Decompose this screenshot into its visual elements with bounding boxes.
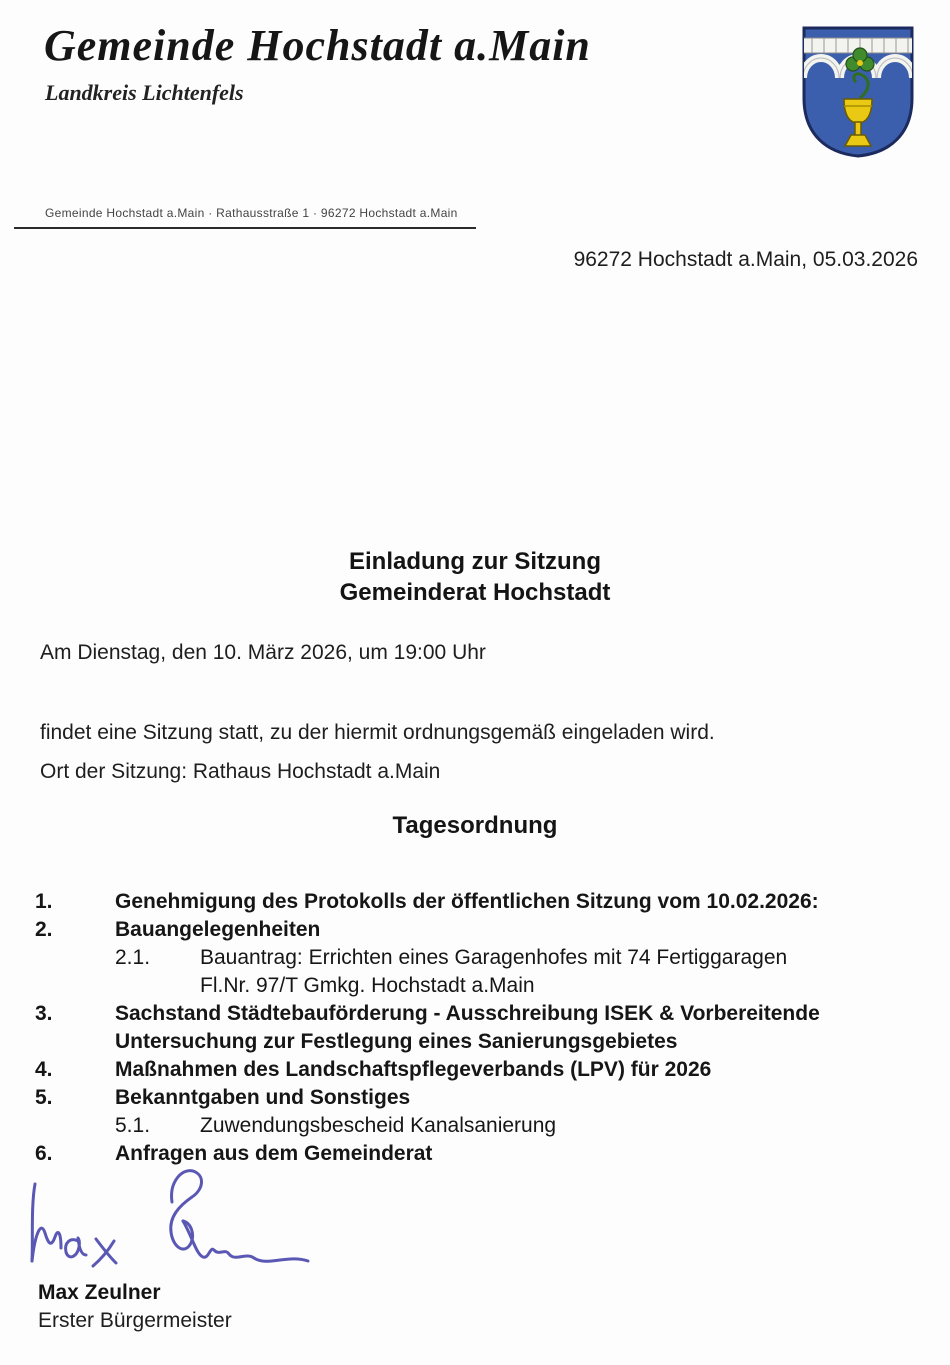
agenda-item-5	[35, 1084, 922, 1112]
invitation-heading-line2: Gemeinderat Hochstadt	[339, 579, 611, 606]
invitation-heading	[0, 546, 950, 608]
agenda-item-1	[35, 888, 922, 916]
meeting-datetime: Am Dienstag, den 10. März 2026, um 19:00 Uhr	[40, 641, 486, 664]
agenda-item-text: Genehmigung des Protokolls der öffentlichen Sitzung vom 10.02.2026:	[115, 890, 819, 913]
agenda-item-text-line2: Fl.Nr. 97/T Gmkg. Hochstadt a.Main	[200, 974, 535, 997]
agenda-item-5-1	[115, 1112, 922, 1140]
handwritten-signature	[20, 1162, 330, 1290]
agenda-item-text	[115, 1000, 922, 1056]
agenda-item-text: Bauangelegenheiten	[115, 918, 321, 941]
agenda-item-text: Zuwendungsbescheid Kanalsanierung	[200, 1114, 557, 1137]
agenda-item-text-line1: Bauantrag: Errichten eines Garagenhofes mit 74 Fertiggaragen	[200, 946, 788, 969]
agenda-item-number: 1.	[35, 890, 53, 913]
agenda-item-text: Bekanntgaben und Sonstiges	[115, 1086, 411, 1109]
signer-title: Erster Bürgermeister	[38, 1309, 232, 1332]
agenda-item-number: 6.	[35, 1142, 53, 1165]
coat-of-arms-icon	[798, 22, 918, 162]
agenda-item-text	[200, 944, 922, 1000]
agenda-item-4	[35, 1056, 922, 1084]
agenda-heading: Tagesordnung	[392, 812, 558, 839]
sender-underline	[14, 227, 476, 229]
organization-title: Gemeinde Hochstadt a.Main	[44, 21, 591, 70]
agenda-item-text-line1: Sachstand Städtebauförderung - Ausschreibung ISEK & Vorbereitende	[115, 1002, 820, 1025]
agenda-item-number: 2.1.	[115, 946, 151, 969]
agenda-list	[35, 888, 922, 1168]
meeting-location: Ort der Sitzung: Rathaus Hochstadt a.Main	[40, 760, 441, 783]
agenda-item-text: Anfragen aus dem Gemeinderat	[115, 1142, 433, 1165]
agenda-item-number: 4.	[35, 1058, 53, 1081]
invitation-body: findet eine Sitzung statt, zu der hiermit ordnungsgemäß eingeladen wird.	[40, 721, 715, 744]
agenda-item-text-line2: Untersuchung zur Festlegung eines Sanierungsgebietes	[115, 1030, 678, 1053]
agenda-item-number: 2.	[35, 918, 53, 941]
place-date-line: 96272 Hochstadt a.Main, 05.03.2026	[573, 248, 918, 271]
agenda-item-2-1	[115, 944, 922, 1000]
signer-name: Max Zeulner	[38, 1281, 161, 1304]
sender-address-line: Gemeinde Hochstadt a.Main · Rathausstraße 1 · 96272 Hochstadt a.Main	[45, 206, 458, 220]
agenda-item-text: Maßnahmen des Landschaftspflegeverbands (LPV) für 2026	[115, 1058, 712, 1081]
agenda-item-number: 5.	[35, 1086, 53, 1109]
invitation-heading-line1: Einladung zur Sitzung	[349, 548, 601, 575]
agenda-item-number: 3.	[35, 1002, 53, 1025]
agenda-item-2	[35, 916, 922, 944]
agenda-item-3	[35, 1000, 922, 1056]
organization-subtitle: Landkreis Lichtenfels	[45, 80, 244, 105]
agenda-item-number: 5.1.	[115, 1114, 151, 1137]
